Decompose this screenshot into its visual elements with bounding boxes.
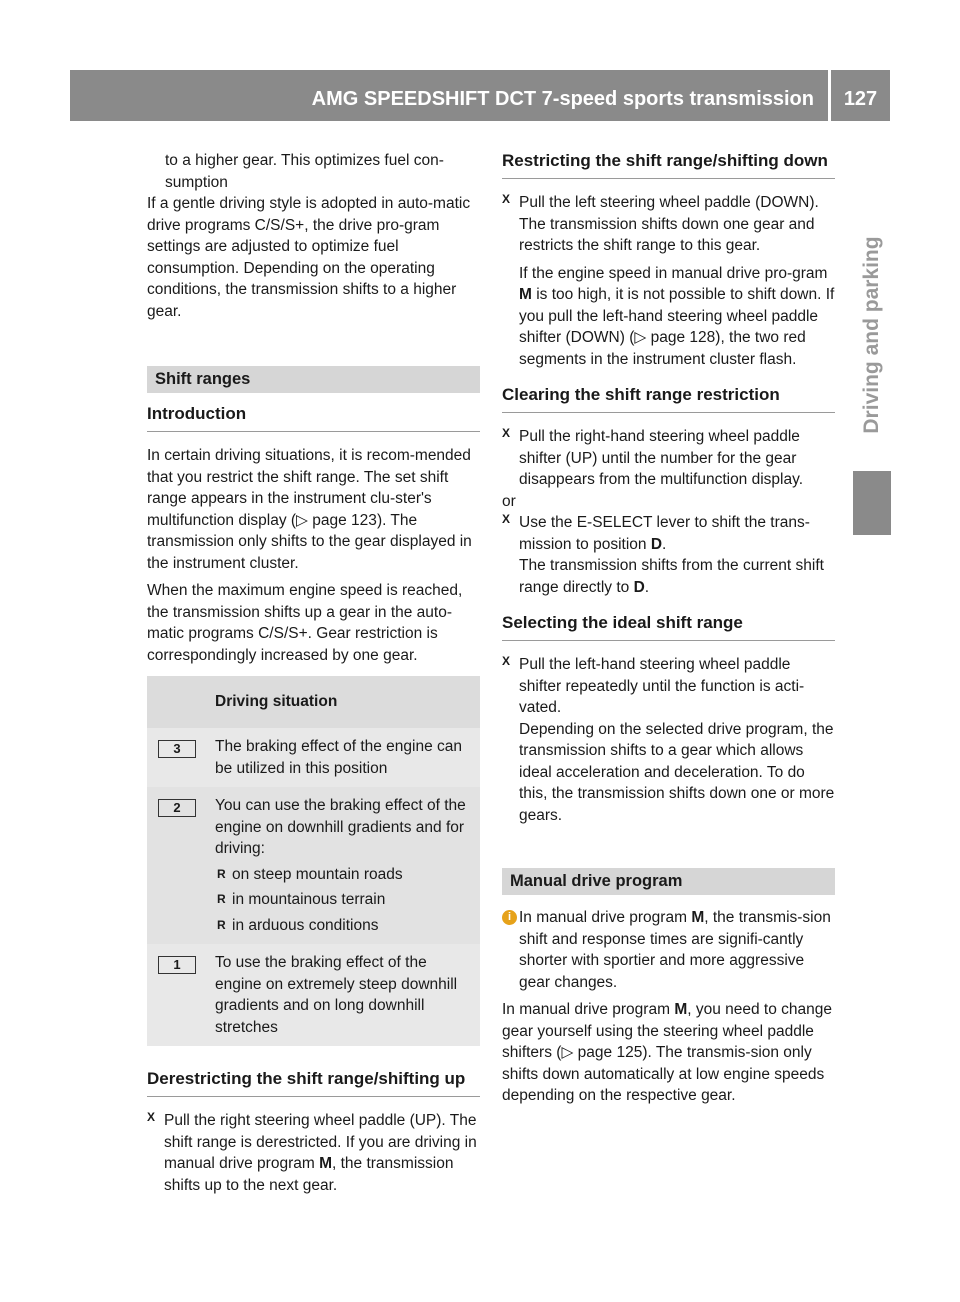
page-reference-link[interactable]: ▷ page 125: [561, 1044, 643, 1061]
intro-continued-line-2: sumption: [165, 173, 228, 191]
gear-1-key-icon: 1: [158, 956, 196, 974]
heading-ideal-shift-range: Selecting the ideal shift range: [502, 612, 835, 641]
heading-clearing: Clearing the shift range restriction: [502, 384, 835, 413]
side-tab: [853, 225, 891, 445]
table-header-row: [147, 676, 480, 728]
paragraph-gentle-driving: If a gentle driving style is adopted in auto-matic drive programs C/S/S+, the drive pro-gram settings are adjusted to optimize fuel consumption. Depending on the operating conditions, the transmission shifts to a higher gear.: [147, 195, 471, 320]
section-manual-drive-program: Manual drive program: [502, 868, 835, 895]
page-header: [70, 70, 890, 121]
step-arrow-icon: X: [502, 426, 511, 440]
chapter-title: AMG SPEEDSHIFT DCT 7-speed sports transmission: [311, 88, 814, 110]
heading-introduction: Introduction: [147, 403, 480, 432]
step-arrow-icon: X: [502, 512, 511, 526]
page-number: 127: [843, 88, 878, 110]
gear-2-key-icon: 2: [158, 799, 196, 817]
table-row: [147, 728, 480, 787]
table-row: [147, 787, 480, 944]
table-cell: To use the braking effect of the engine on extremely steep downhill gradients and on long downhill stretches: [207, 944, 480, 1046]
heading-restricting: Restricting the shift range/shifting down: [502, 150, 835, 179]
list-item: R in mountainous terrain: [215, 889, 474, 911]
page-reference-link[interactable]: ▷ page 128: [634, 329, 716, 346]
step-arrow-icon: X: [502, 192, 511, 206]
page-reference-link[interactable]: ▷ page 123: [296, 511, 377, 529]
list-item: X Pull the right steering wheel paddle (UP). The shift range is derestricted. If you are driving in manual drive program M, the transmission shifts up to the next gear.: [147, 1110, 477, 1194]
right-column: [502, 150, 835, 1107]
section-shift-ranges: Shift ranges: [147, 366, 480, 393]
table-cell: The braking effect of the engine can be utilized in this position: [207, 728, 480, 787]
bullet-icon: R: [217, 866, 226, 881]
intro-continued-line-1: to a higher gear. This optimizes fuel con-: [165, 152, 444, 169]
table-row: [147, 944, 480, 1046]
side-marker: [853, 471, 891, 535]
table-header-driving-situation: Driving situation: [207, 676, 480, 728]
step-arrow-icon: X: [502, 654, 511, 668]
list-item: X Pull the right-hand steering wheel paddle shifter (UP) until the number for the gear disappears from the multifunction display.: [502, 426, 804, 488]
step-arrow-icon: X: [147, 1110, 156, 1124]
bullet-icon: R: [217, 917, 226, 932]
info-note: i In manual drive program M, the transmis-sion shift and response times are signifi-cantly shorter with sportier and more aggressive gear changes.: [502, 907, 835, 993]
left-column: [147, 150, 480, 1196]
side-tab-label: Driving and parking: [860, 236, 883, 434]
list-item: X Pull the left-hand steering wheel paddle shifter repeatedly until the function is acti-vated. Depending on the selected drive program, the transmission shifts to a gear which allows ideal acceleration and deceleration. To do this, the transmission shifts down one or more gears.: [502, 654, 835, 824]
list-item: X Pull the left steering wheel paddle (DOWN). The transmission shifts down one gear and restricts the shift range to this gear. If the engine speed in manual drive pro-gram M is too high, it is not possible to shift down. If you pull the left-hand steering wheel paddle shifter (DOWN) (▷ page 128), the two red segments in the instrument cluster flash.: [502, 192, 835, 368]
paragraph-max-engine-speed: When the maximum engine speed is reached, the transmission shifts up a gear in the auto-matic programs C/S/S+. Gear restriction is correspondingly increased by one gear.: [147, 582, 463, 664]
shift-range-table: [147, 676, 480, 1046]
heading-derestricting: Derestricting the shift range/shifting up: [147, 1068, 480, 1097]
info-icon: i: [502, 910, 517, 925]
paragraph-manual-drive: In manual drive program M, you need to change gear yourself using the steering wheel paddle shifters (▷ page 125). The transmis-sion only shifts down automatically at low engine speeds depending on the respective gear.: [502, 1001, 833, 1104]
paragraph-certain-situations: In certain driving situations, it is recom-mended that you restrict the shift range. The set shift range appears in the instrument clu-ster's multifunction display (▷ page 123). The transmission only shifts to the gear displayed in the instrument cluster.: [147, 447, 472, 572]
list-item: R on steep mountain roads: [215, 864, 474, 886]
bullet-icon: R: [217, 892, 226, 906]
list-item: R in arduous conditions: [215, 915, 474, 937]
gear-3-key-icon: 3: [158, 740, 196, 758]
table-cell: You can use the braking effect of the engine on downhill gradients and for driving:: [215, 797, 466, 857]
or-separator: or: [502, 492, 516, 510]
list-item: X Use the E-SELECT lever to shift the trans-mission to position D. The transmission shifts from the current shift range directly to D.: [502, 512, 824, 596]
